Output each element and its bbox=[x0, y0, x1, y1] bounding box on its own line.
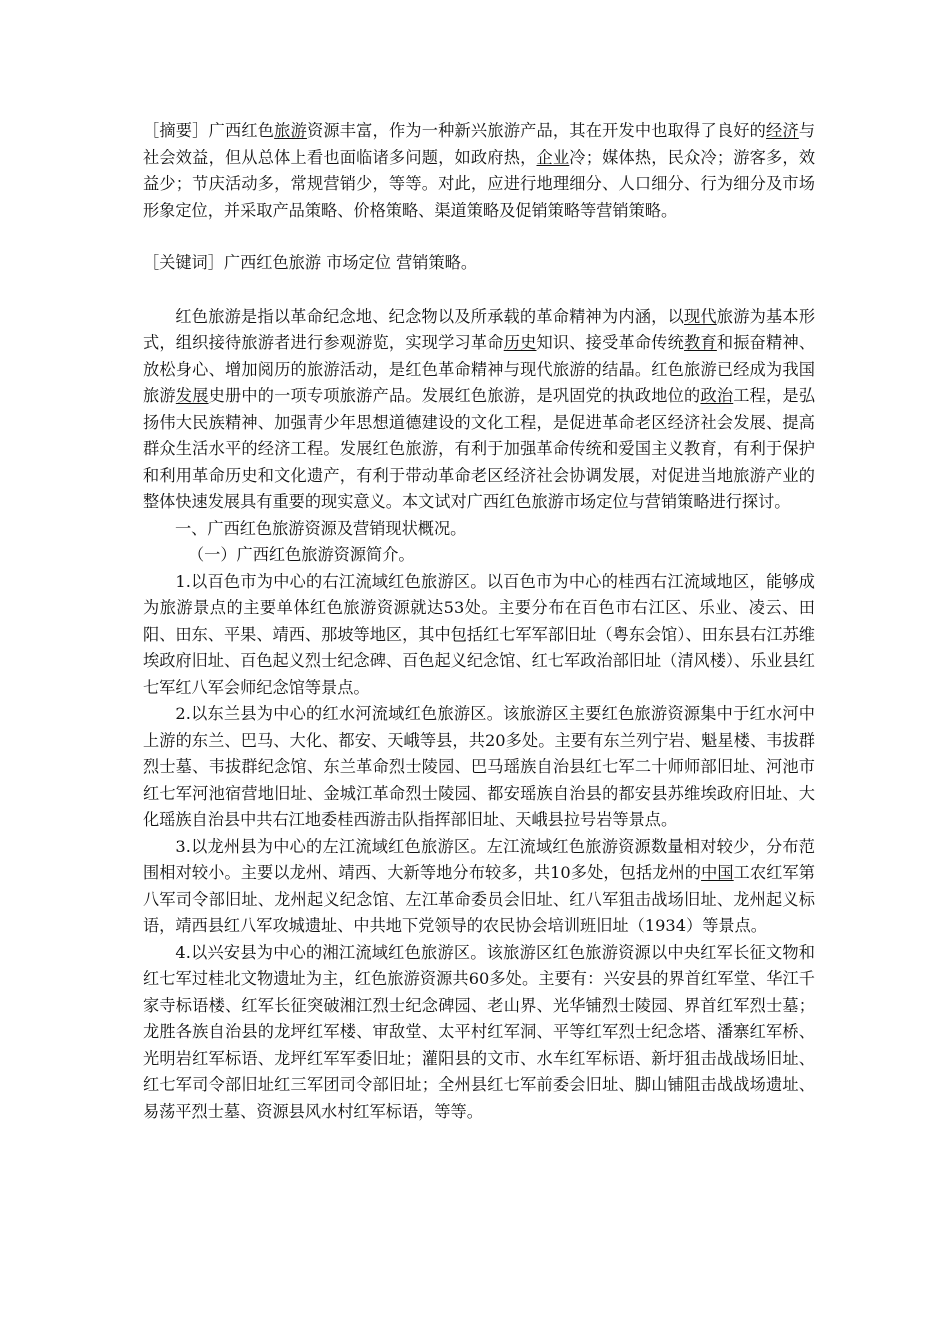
link-history[interactable]: 历史 bbox=[503, 333, 537, 352]
abstract-text: 与社会效益，但从总体上看也面临诸多问题，如政府热， bbox=[143, 121, 816, 167]
item-paragraph-1: 1.以百色市为中心的右江流域红色旅游区。以百色市为中心的桂西右江流域地区，能够成为旅游景点的主要单体红色旅游资源就达53处。主要分布在百色市右江区、乐业、凌云、田阳、田东、平果、靖西、那坡等地区，其中包括红七军军部旧址（粤东会馆）、田东县右江苏维埃政府旧址、百色起义烈士纪念碑、百色起义纪念馆、红七军政治部旧址（清风楼）、乐业县红七军红八军会师纪念馆等景点。 bbox=[143, 571, 815, 697]
link-tourism[interactable]: 旅游 bbox=[274, 121, 307, 140]
document-page bbox=[143, 118, 815, 1125]
intro-paragraph bbox=[143, 304, 815, 516]
item3-text: 3.以龙州县为中心的左江流域红色旅游区。左江流域红色旅游资源数量相对较少，分布范围相对较小。主要以龙州、靖西、大新等地分布较多，共10多处，包括龙州的 bbox=[143, 836, 815, 882]
intro-text: 史册中的一项专项旅游产品。发展红色旅游，是巩固党的执政地位的 bbox=[208, 386, 701, 405]
link-enterprise[interactable]: 企业 bbox=[536, 147, 570, 167]
link-modern[interactable]: 现代 bbox=[683, 306, 717, 326]
abstract-text: ［摘要］广西红色 bbox=[143, 121, 275, 140]
section-heading-1: 一、广西红色旅游资源及营销现状概况。 bbox=[175, 518, 467, 538]
section-heading-2: （一）广西红色旅游资源简介。 bbox=[188, 545, 415, 564]
intro-text: 和振奋精神、放松身心、增加阅历的旅游活动，是红色革命精神与现代旅游的结晶。红色旅游已经成为我国旅游 bbox=[143, 333, 816, 405]
item3-text: 工农红军第八军司令部旧址、龙州起义纪念馆、左江革命委员会旧址、红八军狙击战场旧址、龙州起义标语，靖西县红八军攻城遗址、中共地下党领导的农民协会培训班旧址（1934）等景点。 bbox=[143, 863, 815, 935]
item-paragraph-3 bbox=[143, 834, 815, 940]
intro-text: 工程，是弘扬伟大民族精神、加强青少年思想道德建设的文化工程，是促进革命老区经济社会发展、提高群众生活水平的经济工程。发展红色旅游，有利于加强革命传统和爱国主义教育，有利于保护和利用革命历史和文化遗产，有利于带动革命老区经济社会协调发展，对促进当地旅游产业的整体快速发展具有重要的现实意义。本文试对广西红色旅游市场定位与营销策略进行探讨。 bbox=[143, 386, 816, 511]
link-politics[interactable]: 政治 bbox=[700, 386, 734, 405]
keywords-paragraph: ［关键词］广西红色旅游 市场定位 营销策略。 bbox=[143, 253, 478, 272]
link-economy[interactable]: 经济 bbox=[766, 121, 799, 140]
intro-text: 红色旅游是指以革命纪念地、纪念物以及所承载的革命精神为内涵，以 bbox=[175, 306, 684, 326]
abstract-paragraph bbox=[143, 118, 815, 224]
intro-text: 知识、接受革命传统 bbox=[536, 333, 685, 352]
link-development[interactable]: 发展 bbox=[175, 386, 209, 405]
item-paragraph-4: 4.以兴安县为中心的湘江流域红色旅游区。该旅游区红色旅游资源以中央红军长征文物和红七军过桂北文物遗址为主，红色旅游资源共60多处。主要有：兴安县的界首红军堂、华江千家寺标语楼、红军长征突破湘江烈士纪念碑园、老山界、光华铺烈士陵园、界首红军烈士墓；龙胜各族自治县的龙坪红军楼、审敌堂、太平村红军洞、平等红军烈士纪念塔、潘寨红军桥、光明岩红军标语、龙坪红军军委旧址；灌阳县的文市、水车红军标语、新圩狙击战战场旧址、红七军司令部旧址红三军团司令部旧址；全州县红七军前委会旧址、脚山铺阻击战战场遗址、易荡平烈士墓、资源县风水村红军标语，等等。 bbox=[143, 942, 815, 1121]
link-education[interactable]: 教育 bbox=[684, 333, 717, 352]
link-china[interactable]: 中国 bbox=[701, 863, 734, 882]
abstract-text: 资源丰富，作为一种新兴旅游产品，其在开发中也取得了良好的 bbox=[306, 121, 767, 140]
item-paragraph-2: 2.以东兰县为中心的红水河流域红色旅游区。该旅游区主要红色旅游资源集中于红水河中上游的东兰、巴马、大化、都安、天峨等县，共20多处。主要有东兰列宁岩、魁星楼、韦拔群烈士墓、韦拔群纪念馆、东兰革命烈士陵园、巴马瑶族自治县红七军二十师师部旧址、河池市红七军河池宿营地旧址、金城江革命烈士陵园、都安瑶族自治县的都安县苏维埃政府旧址、大化瑶族自治县中共右江地委桂西游击队指挥部旧址、天峨县拉号岩等景点。 bbox=[143, 704, 815, 829]
abstract-text: 冷；媒体热，民众冷；游客多，效益少；节庆活动多，常规营销少，等等。对此，应进行地理细分、人口细分、行为细分及市场形象定位，并采取产品策略、价格策略、渠道策略及促销策略等营销策略。 bbox=[143, 147, 816, 220]
intro-text: 旅游为基本形式，组织接待旅游者进行参观游览，实现学习革命 bbox=[143, 306, 816, 352]
